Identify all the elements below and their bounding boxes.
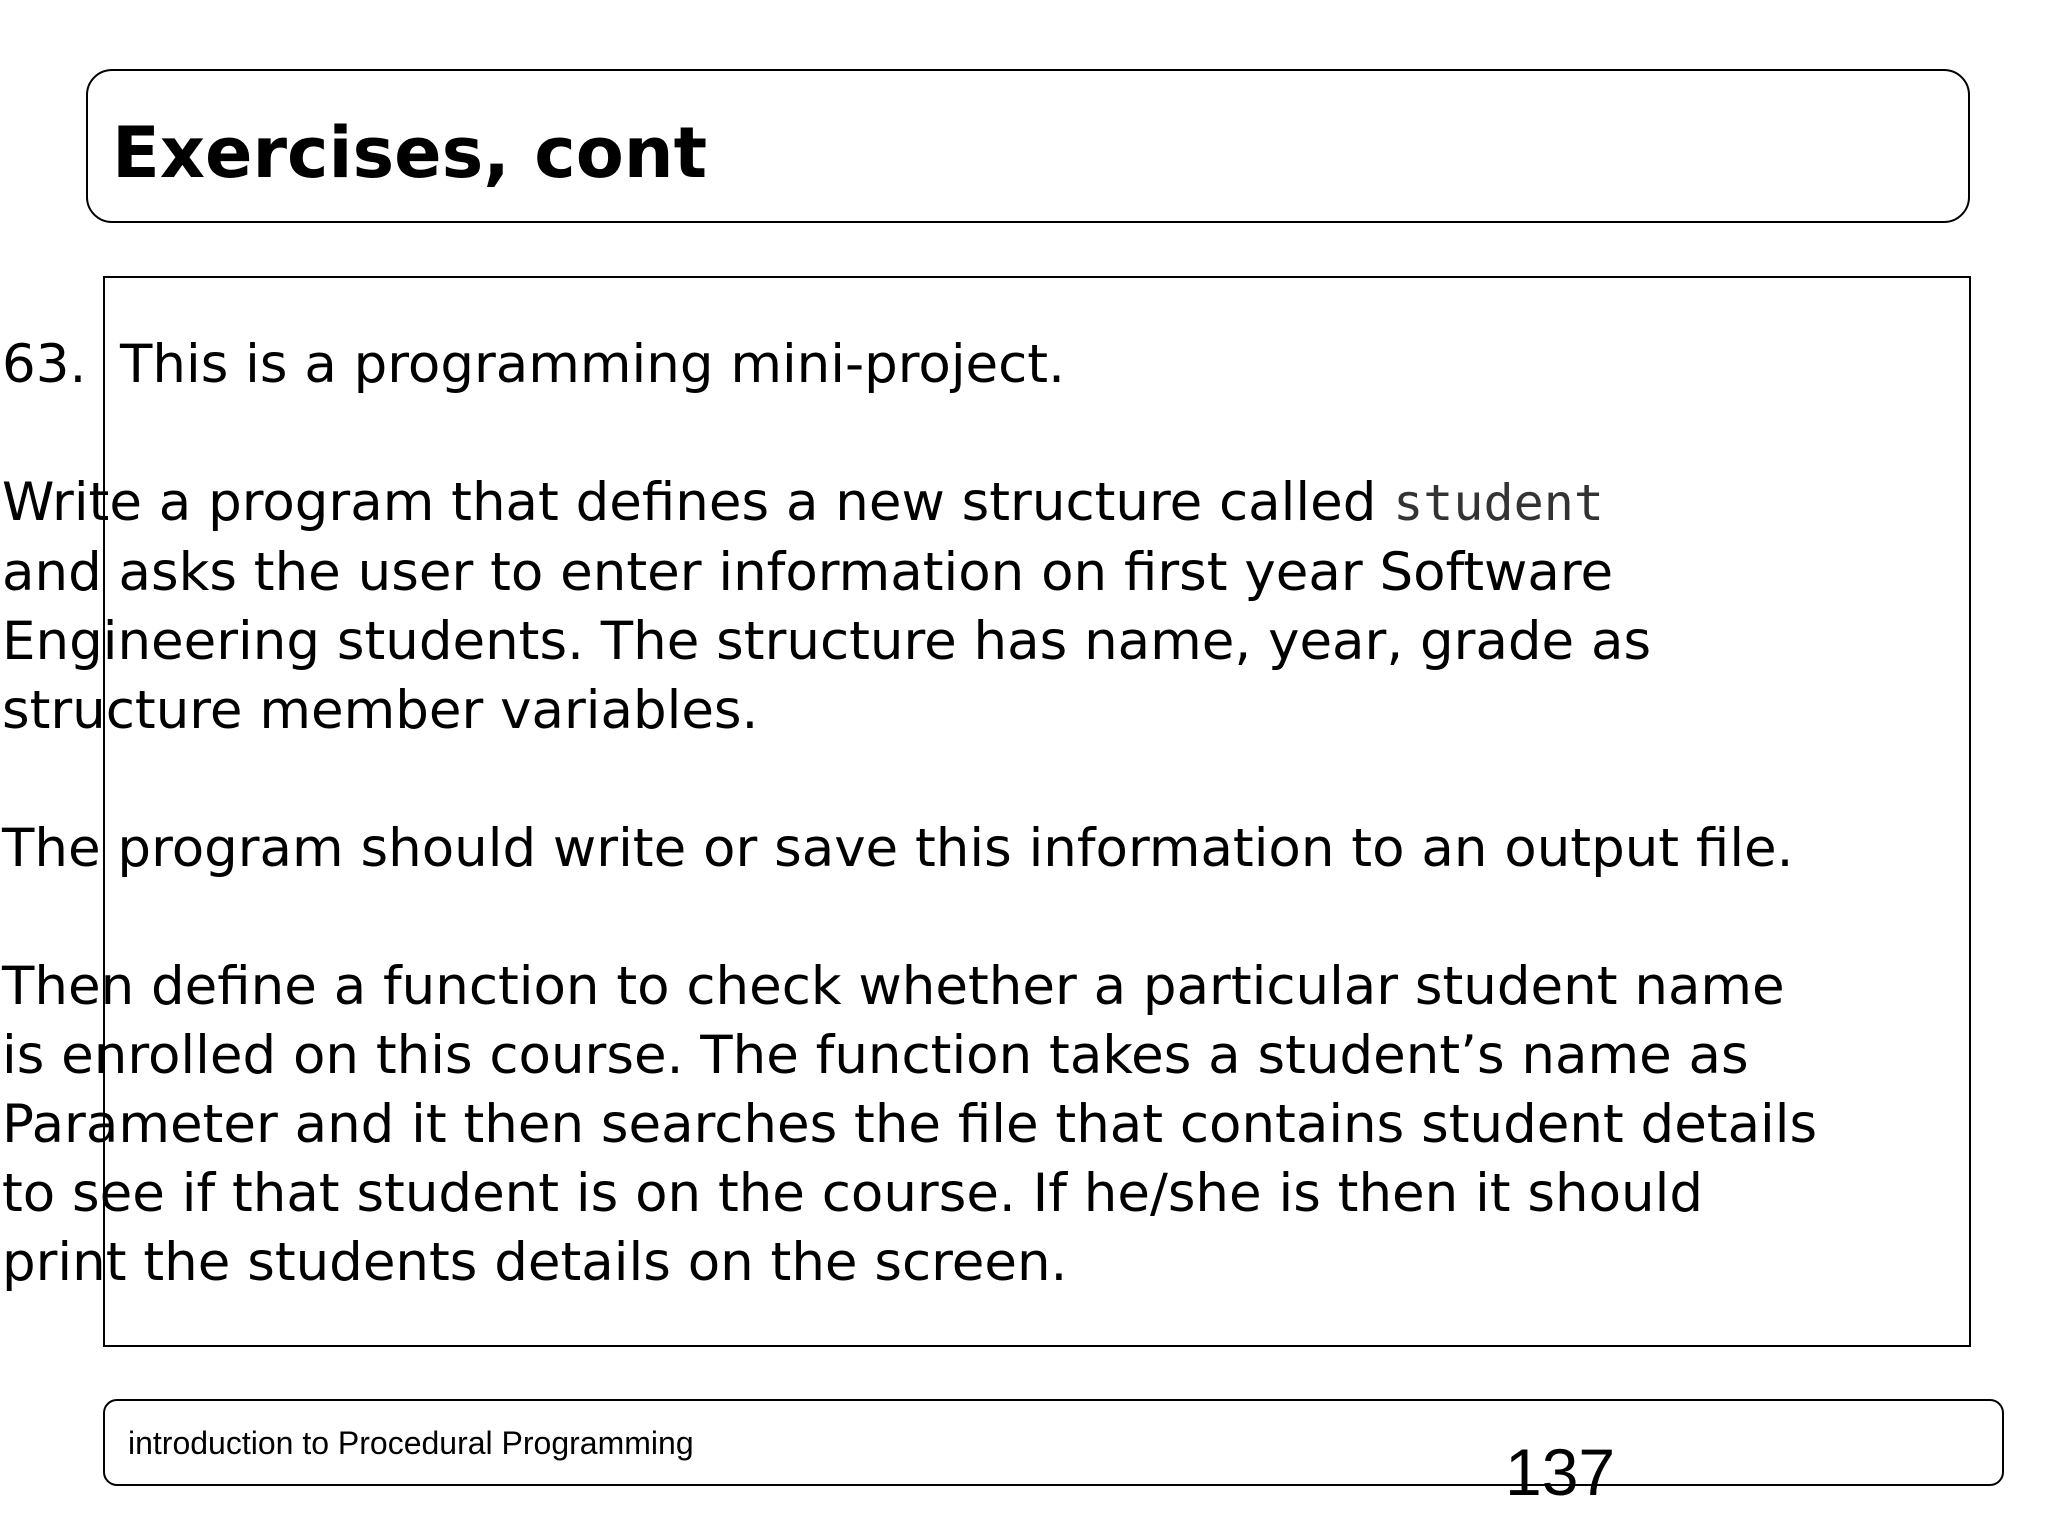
paragraph-line: and asks the user to enter information on first year Software	[2, 542, 1614, 603]
page-number: 137	[1505, 1435, 1616, 1509]
paragraph-line: Then define a function to check whether a particular student name	[2, 956, 1785, 1017]
slide-title: Exercises, cont	[112, 112, 708, 194]
paragraph-line: structure member variables.	[2, 680, 759, 741]
exercise-paragraph-1	[2, 468, 1962, 745]
exercise-intro-paragraph	[2, 330, 1962, 399]
exercise-number: 63.	[2, 334, 87, 395]
code-keyword-student: student	[1393, 474, 1604, 532]
paragraph-line: print the students details on the screen.	[2, 1232, 1068, 1293]
footer-course-name: introduction to Procedural Programming	[128, 1425, 694, 1461]
paragraph-line: Parameter and it then searches the file that contains student details	[2, 1094, 1818, 1155]
paragraph-line: to see if that student is on the course. If he/she is then it should	[2, 1163, 1704, 1224]
exercise-intro: This is a programming mini-project.	[120, 334, 1065, 395]
exercise-intro-line	[2, 330, 1962, 399]
paragraph-line: is enrolled on this course. The function takes a student’s name as	[2, 1025, 1749, 1086]
exercise-paragraph-2	[2, 814, 1962, 883]
paragraph-text: Write a program that defines a new structure called	[2, 472, 1394, 533]
exercise-paragraph-3	[2, 952, 1962, 1297]
exercise-body	[2, 330, 1962, 1297]
paragraph-line	[2, 468, 1962, 538]
paragraph-line: Engineering students. The structure has name, year, grade as	[2, 611, 1652, 672]
paragraph-line: The program should write or save this information to an output file.	[2, 818, 1794, 879]
